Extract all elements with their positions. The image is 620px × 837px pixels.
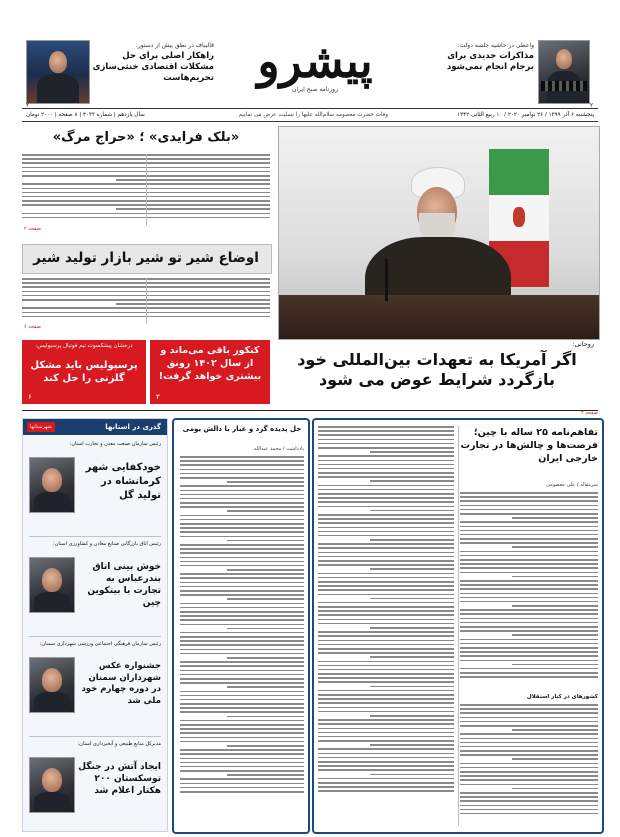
provinces-header (23, 419, 167, 435)
newspaper-logo (250, 30, 380, 104)
dust-title: حل پدیده گرد و غبار با دالش بومی (182, 425, 302, 433)
tagline: وفات حضرت معصومه سلام‌الله علیها را تسلیت عرض می نماییم (238, 112, 388, 118)
province-item[interactable] (23, 739, 167, 829)
persepolis-text: پرسپولیس باید مشکل گلزنی را حل کند (30, 360, 138, 384)
suit-graphic (37, 74, 79, 104)
suit-graphic (34, 492, 70, 512)
main-headline: اگر آمریکا به تعهدات بین‌المللی خود بازگردد شرایط عوض می شود (297, 350, 577, 389)
dust-byline: یادداشت / محمد عبدالله (253, 446, 304, 452)
main-photo (278, 126, 600, 340)
face-graphic (42, 568, 62, 592)
province-item[interactable] (23, 639, 167, 735)
issue-line: سال یازدهم | شماره ۴۰۴۳ | ۸ صفحه | ۲۰۰۰ تومان (26, 112, 145, 118)
main-story[interactable] (278, 340, 598, 400)
iran-china-col-divider (458, 426, 459, 826)
top-right-headline: مذاکرات جدیدی برای برجام انجام نمی‌شود (446, 51, 534, 72)
top-left-page: ۲ (26, 102, 30, 109)
province-item-title: ایجاد آتش در جنگل توسکستان ۲۰۰ هکتار اعلام شد (78, 762, 161, 796)
top-right-page: ۲ (590, 102, 594, 109)
iran-china-byline: سرمقاله / علی معصومی (546, 482, 598, 488)
milk-more[interactable]: صفحه ۶ (24, 324, 41, 330)
face-graphic (556, 49, 572, 69)
provinces-column (22, 418, 168, 832)
province-item-title: خودکفایی شهر کرمانشاه در تولید گل (85, 462, 161, 501)
province-item-title: جشنواره عکس شهرداران سمنان در دوره چهارم خود ملی شد (81, 661, 161, 706)
editorial-more[interactable]: صفحه ۲ (24, 226, 41, 232)
milk-title: اوضاع شیر تو شیر بازار تولید شیر (33, 250, 259, 266)
top-left-kicker: قالیباف در نطق پیش از دستور: (135, 42, 214, 49)
suit-graphic (34, 792, 70, 812)
province-item[interactable] (23, 439, 167, 535)
iran-china-article[interactable] (312, 418, 604, 834)
province-item-kicker: مدیرکل منابع طبیعی و آبخیزداری استان: (77, 741, 161, 747)
top-right-kicker: واعظی در حاشیه جلسه دولت: (457, 42, 534, 49)
province-item-kicker: رئیس سازمان فرهنگی اجتماعی ورزشی شهرداری سمنان: (39, 641, 161, 647)
top-left-headline: راهکار اصلی برای حل مشکلات اقتصادی خنثی‌سازی تحریم‌هاست (92, 51, 214, 83)
province-item[interactable] (23, 539, 167, 635)
province-divider (29, 736, 161, 737)
logo-subtitle: روزنامه صبح ایران (292, 86, 338, 93)
editorial-text-divider (146, 154, 147, 226)
provinces-badge: شهرستانها (27, 422, 55, 432)
province-item-photo (29, 557, 75, 613)
province-item-kicker: رئیس اتاق بازرگانی صنایع معادن و کشاورزی استان: (53, 541, 161, 547)
konkur-page: ۳ (156, 393, 160, 401)
date-strip (22, 108, 598, 122)
persepolis-page: ۶ (28, 393, 32, 401)
iran-china-col-right (460, 492, 598, 692)
konkur-text: کنکور باقی می‌ماند و از سال ۱۴۰۲ رونق بیشتری خواهد گرفت! (158, 345, 262, 382)
iran-china-title: تفاهم‌نامه ۲۵ ساله با چین؛ فرصت‌ها و چالش‌ها در تجارت خارجی ایران (460, 427, 598, 464)
iran-china-col-left (318, 426, 454, 828)
persepolis-kicker: درخشان پیشکسوت تیم فوتبال پرسپولیس: (35, 343, 133, 349)
top-left-photo (26, 40, 90, 104)
face-graphic (49, 51, 67, 73)
iran-china-subhead: کشورهای در کنار استقلال (526, 694, 598, 700)
persepolis-box[interactable] (22, 340, 146, 404)
province-item-title: خوش بینی اتاق بندرعباس به تجارت با بیتکوین چین (87, 562, 161, 608)
province-item-photo (29, 457, 75, 513)
province-item-photo (29, 757, 75, 813)
face-graphic (42, 768, 62, 792)
province-divider (29, 536, 161, 537)
logo-text: پیشرو (257, 34, 373, 88)
face-graphic (42, 668, 62, 692)
date-line: پنجشنبه ۶ آذر ۱۳۹۹ / ۲۶ نوامبر ۲۰۲۰ / ۱۰ ربیع الثانی ۱۴۴۲ (457, 112, 594, 118)
top-left-news[interactable] (92, 42, 214, 100)
top-right-photo (538, 40, 590, 104)
province-item-photo (29, 657, 75, 713)
provinces-header-label: گذری در استانها (105, 423, 161, 431)
province-divider (29, 636, 161, 637)
dust-article[interactable] (172, 418, 310, 834)
main-more[interactable]: صفحه ۲ (581, 410, 598, 416)
milk-text-divider (146, 278, 147, 324)
suit-graphic (34, 592, 70, 612)
face-graphic (42, 468, 62, 492)
top-right-news[interactable] (434, 42, 534, 100)
province-item-kicker: رئیس سازمان صنعت معدن و تجارت استان: (69, 441, 161, 447)
suit-graphic (34, 692, 70, 712)
milk-article[interactable] (22, 244, 270, 334)
microphones-graphic (541, 81, 587, 91)
main-kicker: روحانی: (572, 340, 594, 348)
desk-graphic (279, 295, 599, 339)
microphone-graphic (385, 259, 388, 301)
konkur-box[interactable] (150, 340, 270, 404)
iran-china-col-right-2 (460, 704, 598, 828)
dust-text (180, 456, 304, 826)
editorial-box[interactable] (22, 126, 270, 236)
editorial-title: «بلک فرایدی» ؛ «حراج مرگ» (52, 130, 240, 145)
